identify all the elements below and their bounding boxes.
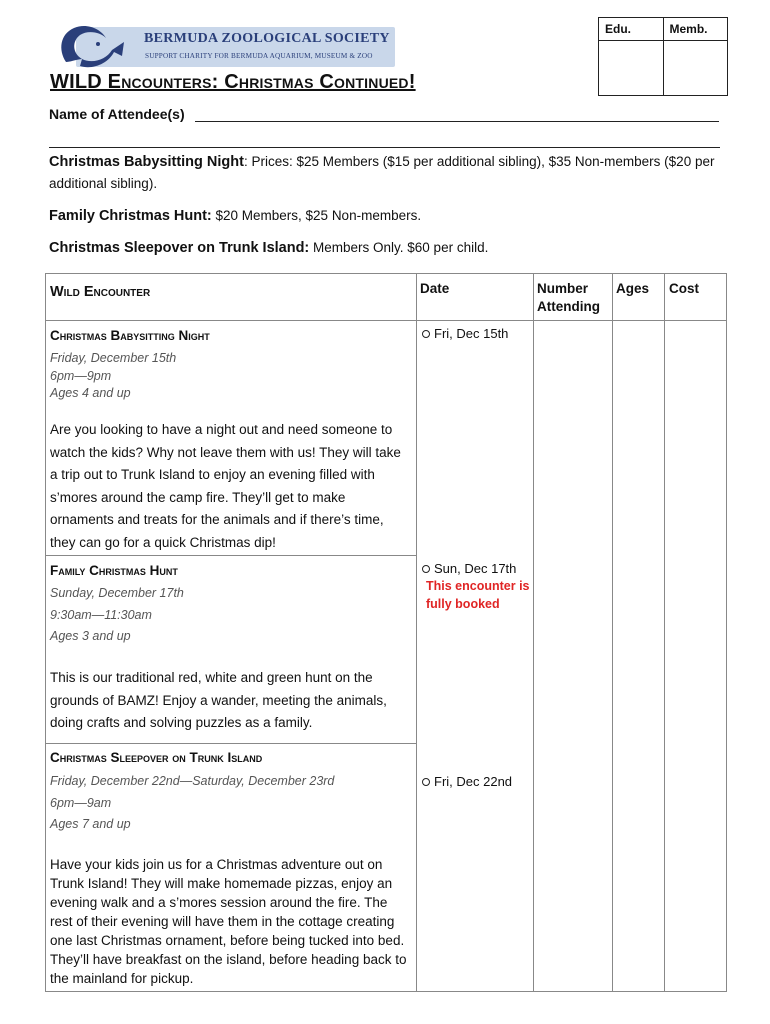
header-date: Date bbox=[420, 281, 450, 296]
price-name: Christmas Babysitting Night bbox=[49, 154, 244, 170]
radio-icon[interactable] bbox=[422, 330, 430, 338]
date-option[interactable] bbox=[422, 774, 512, 789]
header-ages: Ages bbox=[616, 281, 650, 296]
encounter-title: Family Christmas Hunt bbox=[50, 563, 178, 578]
price-babysitting: Christmas Babysitting Night: Prices: $25 Members ($15 per additional sibling), $35 Non-members ($20 per additional sibling). bbox=[49, 154, 715, 191]
encounter-date-text: Sunday, December 17th bbox=[50, 586, 184, 600]
office-use-box bbox=[598, 17, 728, 96]
price-text: $20 Members, $25 Non-members. bbox=[211, 208, 422, 223]
price-sleepover bbox=[49, 237, 488, 259]
encounter-time: 6pm—9am bbox=[50, 796, 112, 810]
encounter-description: Are you looking to have a night out and need someone to watch the kids? Why not leave them with us! They will take a trip out to Trunk Island to enjoy an evening filled with s’mores around the camp fire. They’ll get to make ornaments and treats for the animals and if there’s time, they can go for a quick Christmas dip! bbox=[50, 422, 401, 550]
header-number-attending: Number Attending bbox=[537, 281, 600, 314]
encounter-title: Christmas Sleepover on Trunk Island bbox=[50, 750, 263, 765]
encounter-title: Christmas Babysitting Night bbox=[50, 328, 210, 343]
org-logo bbox=[52, 22, 395, 70]
org-tagline: SUPPORT CHARITY FOR BERMUDA AQUARIUM, MUSEUM & ZOO bbox=[145, 52, 373, 60]
encounter-ages: Ages 3 and up bbox=[50, 629, 131, 643]
attendee-label: Name of Attendee(s) bbox=[49, 106, 185, 122]
date-label: Sun, Dec 17th bbox=[434, 561, 517, 576]
attendee-name-field[interactable] bbox=[195, 108, 719, 122]
encounter-date-text: Friday, December 15th bbox=[50, 351, 177, 365]
encounter-date-text: Friday, December 22nd—Saturday, December 23rd bbox=[50, 774, 335, 788]
price-text: Members Only. $60 per child. bbox=[309, 240, 489, 255]
price-text: Prices: $25 Members ($15 per additional sibling), $35 Non-members ($20 per additional sibling). bbox=[49, 154, 715, 191]
encounter-ages: Ages 4 and up bbox=[50, 386, 131, 400]
price-name: Christmas Sleepover on Trunk Island: bbox=[49, 240, 310, 256]
date-option[interactable] bbox=[422, 326, 508, 341]
page-title: WILD Encounters: Christmas Continued! bbox=[50, 71, 416, 93]
edu-column bbox=[599, 18, 663, 95]
price-name: Family Christmas Hunt: bbox=[49, 208, 212, 224]
encounter-time: 9:30am—11:30am bbox=[50, 608, 152, 622]
encounter-table bbox=[45, 273, 727, 992]
memb-header: Memb. bbox=[664, 18, 728, 41]
header-cost: Cost bbox=[669, 281, 699, 296]
memb-column bbox=[663, 18, 728, 95]
encounter-time: 6pm—9pm bbox=[50, 369, 112, 383]
edu-header: Edu. bbox=[599, 18, 663, 41]
date-label: Fri, Dec 15th bbox=[434, 326, 509, 341]
price-hunt bbox=[49, 205, 421, 227]
attendee-name-field-2[interactable] bbox=[49, 147, 720, 148]
attendee-row bbox=[49, 106, 719, 122]
encounter-description: This is our traditional red, white and green hunt on the grounds of BAMZ! Enjoy a wander, meeting the animals, doing crafts and solving puzzles as a family. bbox=[50, 670, 387, 730]
encounter-description: Have your kids join us for a Christmas adventure out on Trunk Island! They will make homemade pizzas, enjoy an evening walk and a s’mores session around the fire. The rest of their evening will have them in the cottage creating one last Christmas ornament, before being tucked into bed. They’ll have breakfast on the island, before heading back to the mainland for pickup. bbox=[50, 857, 407, 986]
date-label: Fri, Dec 22nd bbox=[434, 774, 513, 789]
radio-icon[interactable] bbox=[422, 778, 430, 786]
fish-logo-icon bbox=[52, 22, 132, 72]
radio-icon[interactable] bbox=[422, 565, 430, 573]
date-option[interactable] bbox=[422, 561, 516, 576]
org-name: BERMUDA ZOOLOGICAL SOCIETY bbox=[144, 31, 390, 46]
header-wild-encounter: Wild Encounter bbox=[50, 284, 151, 300]
encounter-ages: Ages 7 and up bbox=[50, 817, 131, 831]
fully-booked-note: This encounter is fully booked bbox=[426, 579, 530, 611]
